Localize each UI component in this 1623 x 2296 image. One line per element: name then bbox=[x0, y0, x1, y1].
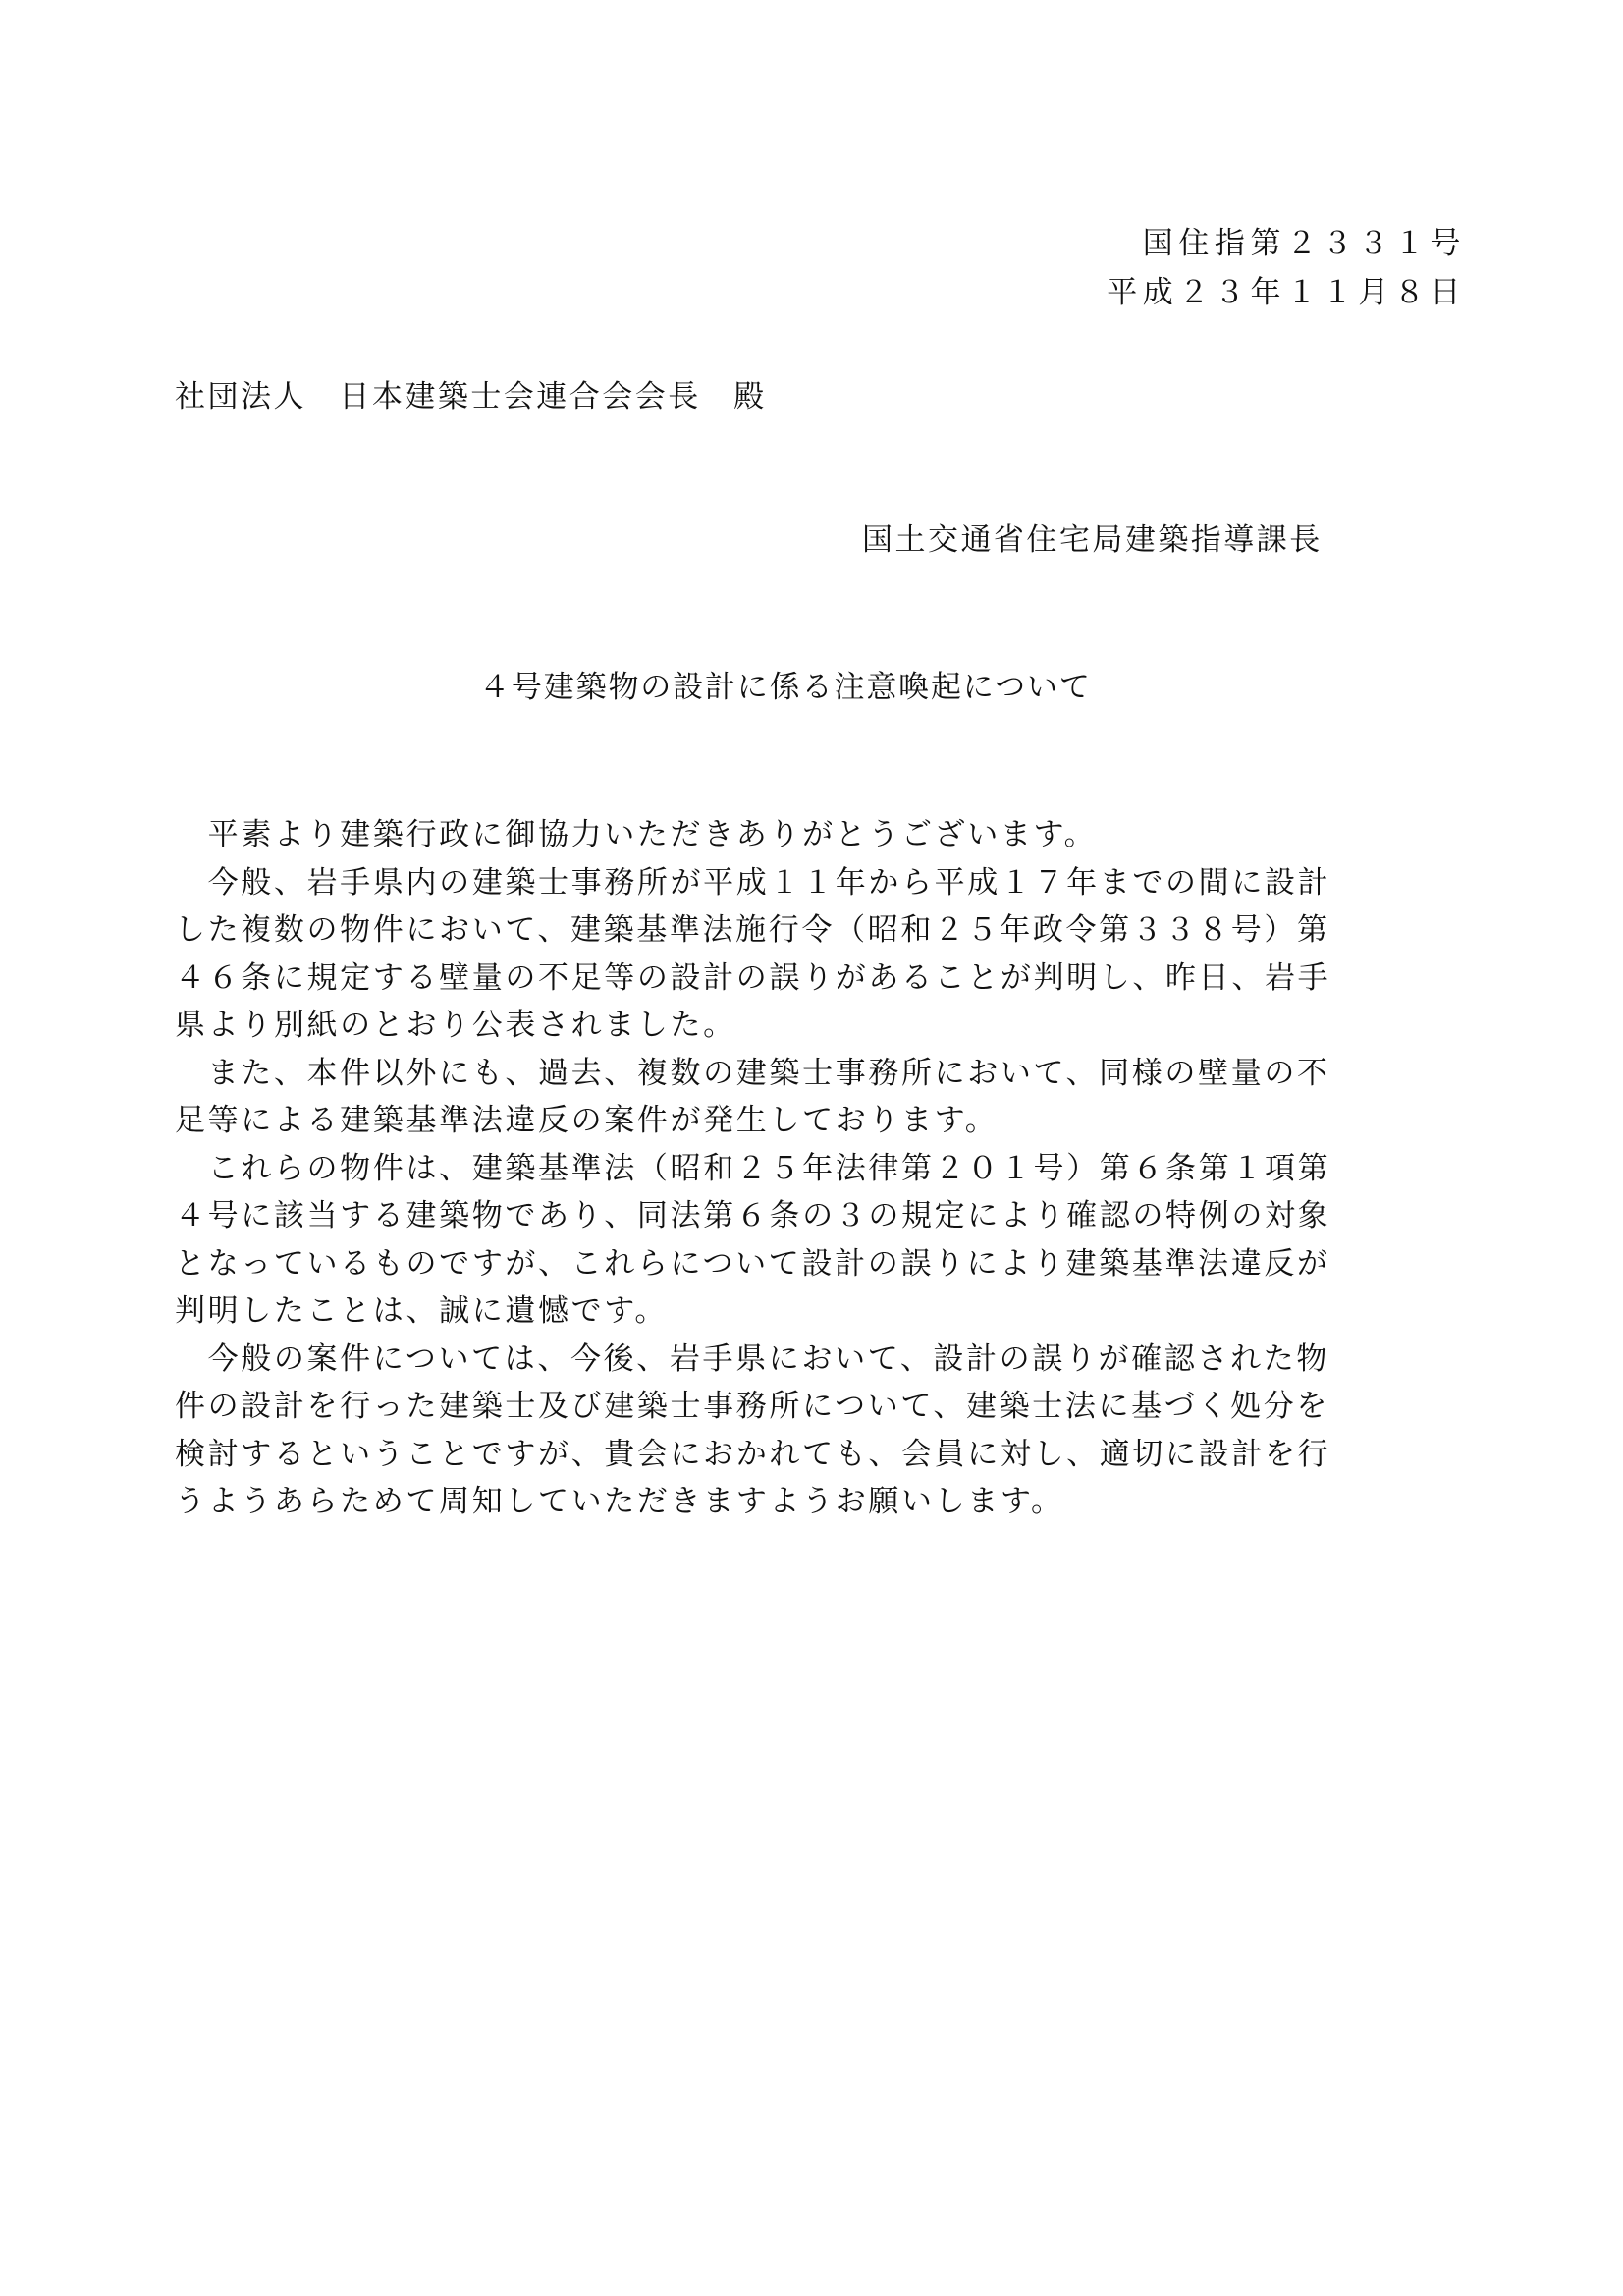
body-line: 足等による建築基準法違反の案件が発生しております。 bbox=[175, 1103, 999, 1138]
body-line: ４号に該当する建築物であり、同法第６条の３の規定により確認の特例の対象 bbox=[175, 1198, 1331, 1233]
body-line: 県より別紙のとおり公表されました。 bbox=[175, 1008, 736, 1043]
body-line: ４６条に規定する壁量の不足等の設計の誤りがあることが判明し、昨日、岩手 bbox=[175, 959, 1331, 996]
body-line: 検討するということですが、貴会におかれても、会員に対し、適切に設計を行 bbox=[175, 1436, 1331, 1472]
body-line: 今般の案件については、今後、岩手県において、設計の誤りが確認された物 bbox=[175, 1340, 1329, 1377]
body-line: うようあらためて周知していただきますようお願いします。 bbox=[175, 1484, 1064, 1519]
subject-title: ４号建築物の設計に係る注意喚起について bbox=[479, 670, 1092, 705]
body-line: 件の設計を行った建築士及び建築士事務所について、建築士法に基づく処分を bbox=[175, 1389, 1329, 1424]
recipient: 社団法人 日本建築士会連合会会長 殿 bbox=[175, 379, 767, 414]
body-line: となっているものですが、これらについて設計の誤りにより建築基準法違反が bbox=[175, 1245, 1330, 1282]
reference-number: 国住指第２３３１号 bbox=[1142, 226, 1466, 261]
body-line: 判明したことは、誠に遺憾です。 bbox=[175, 1293, 669, 1329]
body-text bbox=[175, 811, 1471, 1526]
sender: 国土交通省住宅局建築指導課長 bbox=[862, 522, 1323, 558]
issue-date: 平成２３年１１月８日 bbox=[1107, 275, 1466, 310]
body-line: 今般、岩手県内の建築士事務所が平成１１年から平成１７年までの間に設計 bbox=[175, 864, 1331, 901]
body-line: した複数の物件において、建築基準法施行令（昭和２５年政令第３３８号）第 bbox=[175, 912, 1330, 948]
body-line: また、本件以外にも、過去、複数の建築士事務所において、同様の壁量の不 bbox=[175, 1055, 1330, 1091]
body-line: これらの物件は、建築基準法（昭和２５年法律第２０１号）第６条第１項第 bbox=[175, 1150, 1331, 1186]
body-line: 平素より建築行政に御協力いただきありがとうございます。 bbox=[175, 817, 1098, 852]
